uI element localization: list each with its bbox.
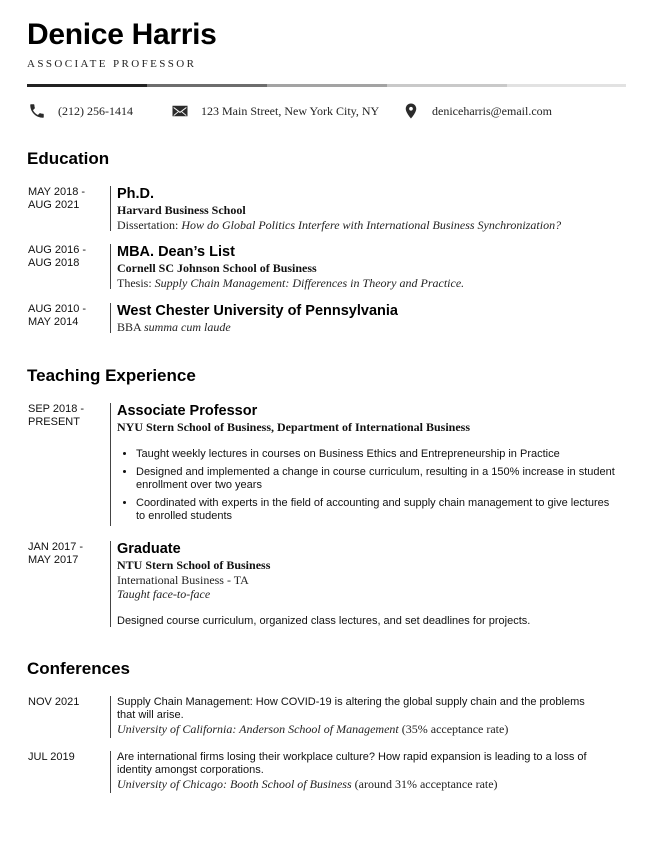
detail-text: Supply Chain Management: Differences in Theory and Practice.: [154, 276, 465, 290]
date-range: [28, 303, 98, 329]
conference-title: Supply Chain Management: How COVID-19 is altering the global supply chain and the problems that will arise.: [117, 696, 585, 721]
degree-title: Ph.D.: [117, 186, 155, 202]
timeline-line: [110, 403, 111, 526]
candidate-title: ASSOCIATE PROFESSOR: [27, 58, 197, 70]
conference-venue: University of California: Anderson School of Management: [117, 722, 399, 736]
envelope-icon: [171, 102, 189, 120]
date-start: AUG 2016 -: [28, 244, 87, 256]
conference-date: JUL 2019: [28, 751, 75, 763]
conference-title: Are international firms losing their workplace culture? How rapid expansion is leading to a loss of identity amongst corporations.: [117, 751, 587, 776]
detail-label: Thesis:: [117, 276, 152, 290]
detail-label: Dissertation:: [117, 218, 179, 232]
role-summary: Designed course curriculum, organized class lectures, and set deadlines for projects.: [117, 615, 531, 627]
acceptance-rate: (around 31% acceptance rate): [354, 777, 498, 791]
contact-phone: [28, 102, 133, 120]
acceptance-rate: (35% acceptance rate): [401, 722, 509, 736]
thesis-line: [117, 276, 617, 290]
role-title: Graduate: [117, 541, 181, 557]
date-start: SEP 2018 -: [28, 403, 85, 415]
date-start: JAN 2017 -: [28, 541, 84, 553]
phone-number[interactable]: (212) 256-1414: [58, 103, 133, 118]
honors-line: [117, 320, 617, 334]
date-end: PRESENT: [28, 416, 80, 428]
timeline-line: [110, 751, 111, 793]
date-end: MAY 2017: [28, 554, 79, 566]
teaching-heading: Teaching Experience: [27, 366, 196, 385]
phone-icon: [28, 102, 46, 120]
timeline-line: [110, 541, 111, 627]
school-name: Harvard Business School: [117, 203, 246, 217]
header-divider-segment: [27, 84, 147, 87]
date-range: [28, 186, 98, 212]
timeline-line: [110, 244, 111, 289]
conferences-heading: Conferences: [27, 659, 130, 678]
candidate-name: Denice Harris: [27, 18, 217, 51]
header-divider-segment: [507, 84, 626, 87]
date-range: [28, 244, 98, 270]
degree-title: MBA. Dean’s List: [117, 244, 235, 260]
conference-venue-line: [117, 722, 597, 736]
list-item: • Coordinated with experts in the field of accounting and supply chain management to give lectures to enrolled students: [136, 497, 617, 523]
header-divider-segment: [267, 84, 387, 87]
organization-name: NYU Stern School of Business, Department of International Business: [117, 420, 471, 434]
header-divider-segment: [147, 84, 267, 87]
timeline-line: [110, 696, 111, 738]
degree-title: West Chester University of Pennsylvania: [117, 303, 398, 319]
dissertation-line: [117, 218, 617, 232]
conference-venue-line: [117, 777, 617, 791]
email-address[interactable]: deniceharris@email.com: [432, 103, 552, 118]
conference-venue: University of Chicago: Booth School of Business: [117, 777, 352, 791]
header-divider-segment: [387, 84, 507, 87]
responsibility-list: [117, 448, 617, 523]
map-pin-icon: [402, 102, 420, 120]
course-line: International Business - TA: [117, 573, 249, 587]
contact-address: [171, 102, 379, 120]
contact-email: [402, 102, 552, 120]
date-end: AUG 2018: [28, 257, 80, 269]
conference-date: NOV 2021: [28, 696, 80, 708]
timeline-line: [110, 303, 111, 333]
list-item: • Taught weekly lectures in courses on Business Ethics and Entrepreneurship in Practice: [136, 448, 617, 461]
address-text: 123 Main Street, New York City, NY: [201, 103, 380, 118]
date-start: MAY 2018 -: [28, 186, 86, 198]
teaching-mode: Taught face-to-face: [117, 587, 211, 601]
detail-label: BBA: [117, 320, 142, 334]
list-item: • Designed and implemented a change in course curriculum, resulting in a 150% increase in student enrollment over two years: [136, 466, 617, 492]
date-start: AUG 2010 -: [28, 303, 87, 315]
date-end: AUG 2021: [28, 199, 80, 211]
organization-name: NTU Stern School of Business: [117, 558, 271, 572]
role-title: Associate Professor: [117, 403, 258, 419]
detail-text: summa cum laude: [144, 320, 231, 334]
date-end: MAY 2014: [28, 316, 79, 328]
education-heading: Education: [27, 149, 110, 168]
school-name: Cornell SC Johnson School of Business: [117, 261, 317, 275]
date-range: [28, 541, 98, 567]
detail-text: How do Global Politics Interfere with International Business Synchronization?: [181, 218, 562, 232]
timeline-line: [110, 186, 111, 231]
date-range: [28, 403, 98, 429]
